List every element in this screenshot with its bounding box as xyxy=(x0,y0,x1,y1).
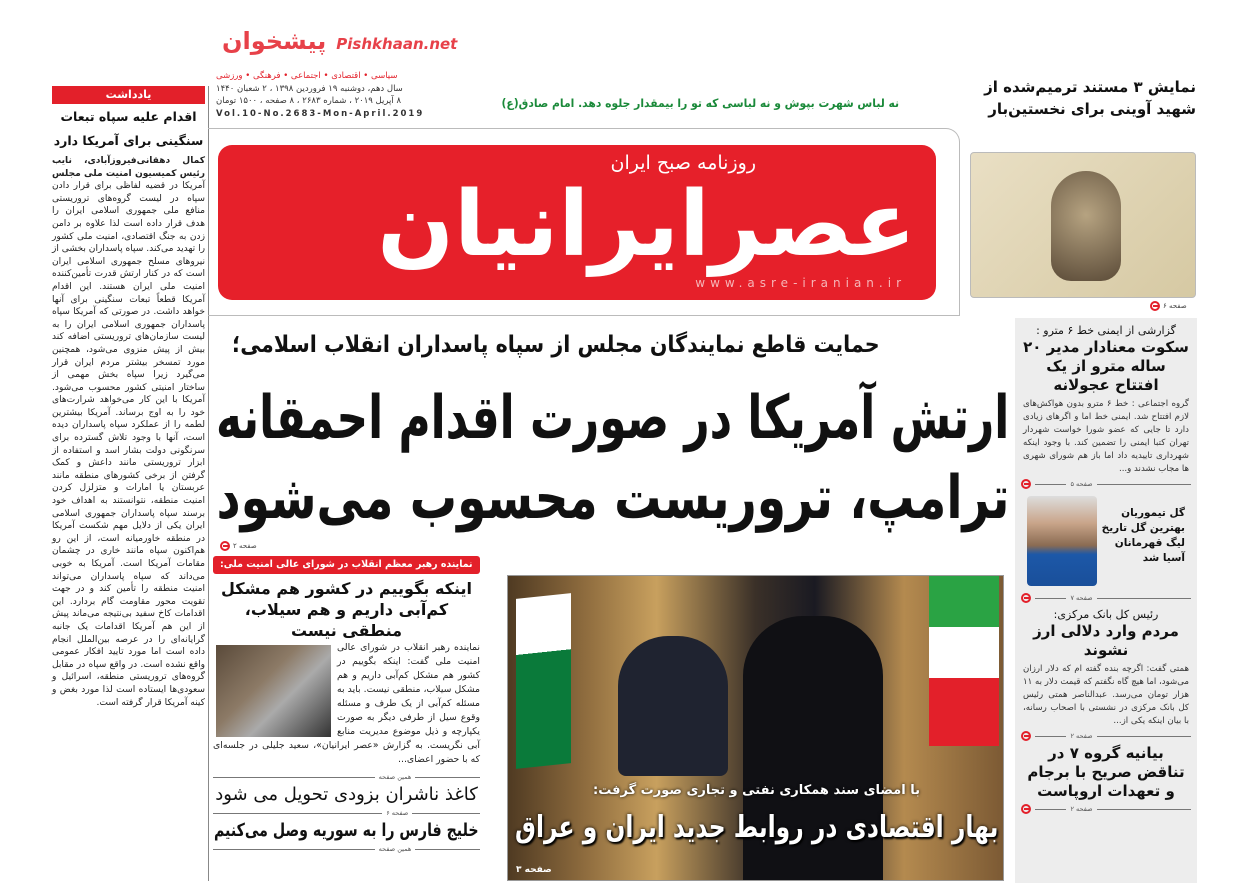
avini-headline[interactable]: نمایش ۳ مستند ترمیم‌شده از شهید آوینی برای نخستین‌بار xyxy=(984,78,1196,118)
arrow-icon xyxy=(220,541,230,551)
lead-kicker xyxy=(230,330,880,360)
arrow-icon xyxy=(1021,593,1031,603)
bottom-left-headlines xyxy=(213,767,480,856)
g7-title[interactable]: بیانیه گروه ۷ در تناقض صریح با برجام و تعهدات اروپاست xyxy=(1027,744,1185,800)
jalili-title[interactable]: اینکه بگوییم در کشور هم مشکل کم‌آبی داریم و هم سیلاب، منطقی نیست xyxy=(221,579,472,640)
bank-kicker: رئیس کل بانک مرکزی: xyxy=(1053,608,1159,621)
fit-text: سنگینی برای آمریکا دارد xyxy=(53,133,204,148)
editorial-body xyxy=(52,155,205,709)
fit-text: اقدام علیه سپاه تبعات xyxy=(60,109,197,124)
teimourian-title: گل تیموریان بهترین گل تاریخ لیگ قهرمانان آسیا شد xyxy=(1101,507,1185,564)
jalili-body: نماینده رهبر انقلاب در شورای عالی امنیت ملی گفت: اینکه بگوییم در کشور هم مشکل کم‌آبی داریم و هم مشکل سیلاب، منطقی نیست. باید به مسئله کم‌آبی از یک طرف و مسئله وقوع سیل از طرفی دیگر به صورت یکپارچه و ذیل موضوع مدیریت منابع آبی نگریست. به گزارش «عصر ایرانیان»، سعید جلیلی در جلسه‌ای که با حضور اعضای... xyxy=(213,642,480,765)
person-left xyxy=(618,636,728,776)
bank-body: همتی گفت: اگرچه بنده گفته ام که دلار ارزان می‌شود، اما هیچ گاه نگفتم که قیمت دلار به ۱۱ هزار تومان می‌رسد. عبدالناصر همتی رئیس کل بانک مرکزی در نشستی با اصحاب رسانه، با بیان اینکه یکی از... xyxy=(1023,664,1189,726)
lead-headline-line1[interactable] xyxy=(215,380,1010,456)
watermark-fa: پیشخوان xyxy=(222,27,327,55)
date-line: سال دهم، دوشنبه ۱۹ فروردین ۱۳۹۸ ، ۲ شعبان ۱۴۴۰ xyxy=(216,83,403,94)
editorial-header: یادداشت xyxy=(52,86,205,104)
jalili-photo xyxy=(216,645,331,737)
fit-text: ترامپ، تروریست محسوب می‌شود xyxy=(216,463,1009,533)
sections-line: سیاسی • اقتصادی • اجتماعی • فرهنگی • ورزشی xyxy=(216,71,398,81)
page-ref-label: صفحه ۲ xyxy=(1070,731,1093,740)
bank-page-ref[interactable] xyxy=(1015,728,1197,744)
bottom-ref-1 xyxy=(213,771,480,784)
photo-page-ref[interactable] xyxy=(516,864,552,876)
bank-title[interactable]: مردم وارد دلالی ارز نشوند xyxy=(1033,622,1179,659)
watermark xyxy=(222,26,457,56)
iran-iraq-photo-story[interactable] xyxy=(507,575,1004,881)
editorial-text: آمریکا در قضیه لفاظی برای قرار دادن سپاه در لیست گروه‌های تروریستی منافع ملی جمهوری اسلامی ایران را هدف قرار داده است لذا علاوه بر دامن زدن به جنگ اقتصادی، امنیت ملی کشور را تهدید می‌کند. سپاه پاسداران بخشی از نیروهای مسلح جمهوری اسلامی ایران است که در کنار ارتش قدرت تأمین‌کننده امنیت ملی ایران هستند. این اقدام آمریکا قطعاً تبعات سنگینی برای آنها خواهد داشت. در صورتی که آمریکا سپاه پاسداران جمهوری اسلامی ایران را به لیست سازمان‌های تروریستی اضافه کند بیش از پیش منزوی می‌شود، همچنین مورد تمسخر بیشتر مردم ایران قرار می‌گیرد زیرا سپاه بخش مهمی از ساختار امنیتی کشور محسوب می‌شود. آمریکا با این کار می‌خواهد شرارت‌های خود را به اوج برساند. آمریکا بیشترین لطمه را از عملکرد سپاه پاسداران دیده است، آنها با وجود تلاش گسترده برای سرنگونی دولت بشار اسد و استفاده از ابزار تروریستی مانند داعش و کمک گرفتن از برخی کشورهای منطقه مانند عربستان یا امارات و متزلزل کردن امنیت منطقه، نتوانستند به اهداف خود برسند سپاه پاسداران جمهوری اسلامی ایران یکی از دلایل مهم شکست آمریکا در منطقه خاورمیانه است، از این رو هم‌اکنون سپاه مانند خاری در چشمان مقامات آمریکا است. آمریکا به خوبی می‌داند که سپاه پاسداران می‌تواند امنیت منطقه را تأمین کند و در جهت تقویت محور مقاومت گام بردارد. این اقدامات کاخ سفید بی‌نتیجه می‌ماند پیش از این هم آمریکا اقدامات یک جانبه گرایانه‌ای را در عرصه بین‌الملل انجام داده است اما مورد تایید افکار عمومی واقع نشده است. در واقع سپاه در مقابل گروه‌های تروریستی منطقه، اسرائیل و سعودی‌ها ایستاده است لذا مورد بغض و کینه آمریکا قرار گرفته است. xyxy=(52,181,205,708)
masthead-meta xyxy=(216,70,446,120)
page-ref-label: صفحه ۳ xyxy=(516,865,552,875)
lead-headline-line2[interactable] xyxy=(215,460,1010,536)
metro-title[interactable]: سکوت معنادار مدیر ۲۰ ساله مترو از یک افتتاح عجولانه xyxy=(1023,338,1189,394)
editorial-title-line1 xyxy=(52,106,205,128)
iran-flag xyxy=(929,576,999,746)
teimourian-story[interactable] xyxy=(1027,496,1185,586)
arrow-icon xyxy=(1021,731,1031,741)
daily-quote xyxy=(500,96,900,110)
metro-page-ref[interactable] xyxy=(1015,476,1197,492)
avini-page-ref[interactable] xyxy=(1150,301,1187,311)
watermark-en: Pishkhaan.net xyxy=(336,35,458,53)
fit-text: حمایت قاطع نمایندگان مجلس از سپاه پاسداران انقلاب اسلامی؛ xyxy=(232,332,880,358)
fit-text: کاغذ ناشران بزودی تحویل می شود xyxy=(215,784,478,805)
right-column xyxy=(1015,318,1197,883)
iraq-flag xyxy=(516,593,571,769)
page-ref-label: صفحه ۲ xyxy=(233,542,257,550)
arrow-icon xyxy=(1021,479,1031,489)
logo-subtitle: روزنامه صبح ایران xyxy=(610,152,756,174)
g7-page-ref[interactable] xyxy=(1015,801,1197,817)
bottom-ref-2 xyxy=(213,806,480,820)
arrow-icon xyxy=(1150,301,1160,311)
fit-text: عصرایرانیان xyxy=(377,172,916,277)
page-ref-label: همین صفحه xyxy=(378,773,412,781)
page-ref-label: صفحه ۲ xyxy=(1070,804,1093,813)
persian-gulf-headline[interactable] xyxy=(213,820,480,842)
newspaper-logo[interactable] xyxy=(218,145,936,300)
volume-line: Vol.10-No.2683-Mon-April.2019 xyxy=(216,108,425,119)
fit-text: بهار اقتصادی در روابط جدید ایران و عراق xyxy=(514,810,999,845)
portrait-face xyxy=(1051,171,1121,281)
editorial-title-line2 xyxy=(52,130,205,152)
paper-headline[interactable] xyxy=(213,784,480,806)
jalili-story xyxy=(213,556,480,886)
page-ref-label: صفحه ۶ xyxy=(386,809,409,817)
photo-kicker xyxy=(518,782,995,800)
avini-portrait xyxy=(970,152,1196,298)
page-ref-label: صفحه ۷ xyxy=(1070,593,1093,602)
lead-page-ref[interactable] xyxy=(220,541,257,551)
arrow-icon xyxy=(1021,804,1031,814)
teimourian-photo xyxy=(1027,496,1097,586)
page-ref-label: صفحه ۵ xyxy=(1070,479,1093,488)
page-ref-label: همین صفحه xyxy=(378,845,412,853)
teimourian-page-ref[interactable] xyxy=(1015,590,1197,606)
editorial-author: کمال دهقانی‌فیروزآبادی، نایب رئیس کمیسیون امنیت ملی مجلس xyxy=(52,156,205,179)
page-ref-label: صفحه ۶ xyxy=(1163,302,1187,310)
jalili-kicker xyxy=(213,556,480,574)
issue-line: ۸ آپریل ۲۰۱۹ ، شماره ۲۶۸۳ ، ۸ صفحه ، ۱۵۰۰ تومان xyxy=(216,96,402,106)
fit-text: ارتش آمریکا در صورت اقدام احمقانه xyxy=(215,383,1010,453)
photo-headline xyxy=(514,808,999,848)
bottom-ref-3 xyxy=(213,842,480,856)
metro-body: گروه اجتماعی : خط ۶ مترو بدون هواکش‌های لازم افتتاح شد. ایمنی خط اما و اگرهای زیادی دارد تا جایی که عضو شورا خواست شهردار تهران کتبا ایمنی را تضمین کند. با وجود اینکه شهرداری تاییدیه داد اما باز هم شورای شهری ها مجاب نشدند و... xyxy=(1023,399,1189,474)
fit-text: با امضای سند همکاری نفتی و تجاری صورت گرفت: xyxy=(593,783,920,798)
fit-text: نماینده رهبر معظم انقلاب در شورای عالی امنیت ملی: xyxy=(220,559,473,570)
metro-kicker: گزارشی از ایمنی خط ۶ مترو : xyxy=(1036,324,1176,337)
fit-text: خلیج فارس را به سوریه وصل می‌کنیم xyxy=(214,820,479,841)
logo-name xyxy=(236,172,916,277)
logo-url[interactable]: www.asre-iranian.ir xyxy=(695,276,906,290)
fit-text: نه لباس شهرت بپوش و نه لباسی که تو را بیمقدار جلوه دهد. امام صادق(ع) xyxy=(501,96,899,110)
editorial-column xyxy=(52,86,205,881)
